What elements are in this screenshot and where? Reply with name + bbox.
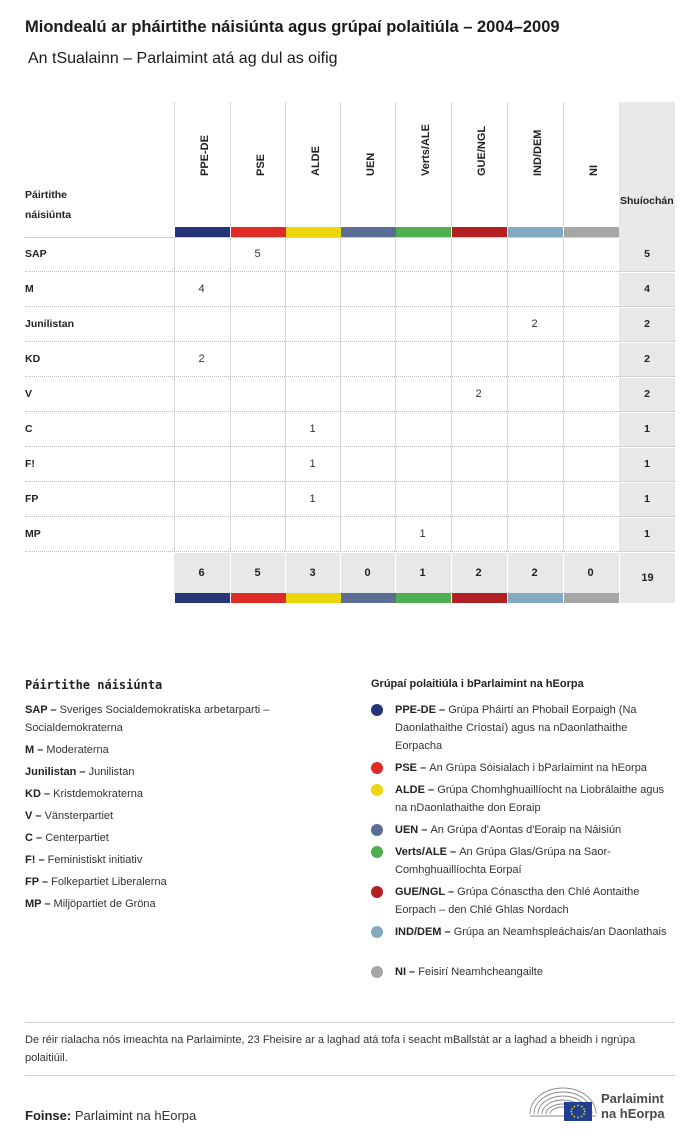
seat-count: 2 xyxy=(475,388,482,400)
seat-count: 4 xyxy=(198,283,205,295)
group-legend-entry xyxy=(371,923,676,941)
seat-count: 5 xyxy=(254,248,261,260)
group-color-dot-icon xyxy=(371,926,383,938)
groups-legend-title: Grúpaí polaitiúla i bParlaimint na hEorpa xyxy=(371,678,584,690)
party-full-name: Miljöpartiet de Gröna xyxy=(53,898,156,910)
group-full-name: Grúpa Chomhghuaillíocht na Liobrálaithe agus na nDaonlathaithe don Eoraip xyxy=(395,784,665,814)
group-color-bar xyxy=(286,593,341,603)
group-color-dot-icon xyxy=(371,704,383,716)
footer-divider xyxy=(285,553,286,593)
group-color-bar xyxy=(508,227,563,237)
divider xyxy=(25,1075,675,1076)
party-name: Junilistan xyxy=(25,318,75,330)
footer-divider xyxy=(451,553,452,593)
table-row xyxy=(25,412,675,447)
group-color-dot-icon xyxy=(371,886,383,898)
group-label: UEN xyxy=(365,152,377,176)
logo-line-1: Parlaimint xyxy=(601,1091,664,1106)
group-color-bar xyxy=(396,593,451,603)
logo-text xyxy=(601,1091,665,1121)
group-color-bar xyxy=(175,593,230,603)
party-name: M xyxy=(25,283,34,295)
footer-divider xyxy=(340,553,341,593)
table-row xyxy=(25,447,675,482)
total-header-label: Shuíochán xyxy=(620,195,674,207)
column-total: 2 xyxy=(475,567,482,579)
group-color-dot-icon xyxy=(371,966,383,978)
group-legend-text xyxy=(395,883,676,919)
row-separator xyxy=(619,412,675,413)
group-abbr: IND/DEM – xyxy=(395,926,454,938)
row-total: 5 xyxy=(644,248,650,260)
group-label: ALDE xyxy=(310,146,322,176)
group-legend-entry xyxy=(371,759,676,777)
source-line xyxy=(25,1108,196,1123)
party-full-name: Moderaterna xyxy=(46,744,109,756)
table-row xyxy=(25,272,675,307)
group-label: PPE-DE xyxy=(199,135,211,176)
group-label: PSE xyxy=(255,153,267,176)
party-name: MP xyxy=(25,528,41,540)
column-header xyxy=(563,102,619,226)
row-total: 2 xyxy=(644,318,650,330)
table-row xyxy=(25,237,675,272)
national-party-entry xyxy=(25,785,335,803)
group-abbr: NI – xyxy=(395,966,419,978)
group-abbr: Verts/ALE – xyxy=(395,846,460,858)
row-total: 4 xyxy=(644,283,650,295)
page-title: Miondealú ar pháirtithe náisiúnta agus grúpaí polaitiúla – 2004–2009 xyxy=(25,18,560,36)
group-abbr: GUE/NGL – xyxy=(395,886,458,898)
group-legend-text xyxy=(395,843,676,879)
group-color-bar xyxy=(564,593,619,603)
party-name: KD xyxy=(25,353,41,365)
row-total: 2 xyxy=(644,388,650,400)
table-row xyxy=(25,482,675,517)
group-legend-entry xyxy=(371,963,676,981)
party-full-name: Junilistan xyxy=(88,766,135,778)
group-color-bar xyxy=(452,227,507,237)
group-color-bar xyxy=(341,593,396,603)
group-label: NI xyxy=(588,165,600,176)
table-row xyxy=(25,342,675,377)
column-header xyxy=(285,102,341,226)
party-full-name: Feministiskt initiativ xyxy=(47,854,143,866)
row-separator xyxy=(619,482,675,483)
group-legend-text xyxy=(395,923,676,941)
group-legend-entry xyxy=(371,883,676,919)
group-full-name: Grúpa Pháirtí an Phobail Eorpaigh (Na Daonlathaithe Críostaí) agus na nDaonlathaithe Eorpacha xyxy=(395,704,637,752)
group-color-bar xyxy=(508,593,563,603)
party-abbr: KD – xyxy=(25,788,54,800)
footer-divider xyxy=(563,553,564,593)
logo-line-2: na hEorpa xyxy=(601,1106,665,1121)
national-party-entry xyxy=(25,895,335,913)
national-party-entry xyxy=(25,763,335,781)
footer-divider xyxy=(230,553,231,593)
group-legend-text xyxy=(395,701,676,755)
group-legend-entry xyxy=(371,781,676,817)
party-name: SAP xyxy=(25,248,47,260)
party-full-name: Kristdemokraterna xyxy=(53,788,143,800)
rules-note: De réir rialacha nós imeachta na Parlaiminte, 23 Fheisire ar a laghad atá tofa i seacht mBallstát ar a laghad a bheidh i ngrúpa polaitiúil. xyxy=(25,1034,636,1064)
column-header xyxy=(395,102,451,226)
party-full-name: Folkepartiet Liberalerna xyxy=(51,876,167,888)
row-total: 1 xyxy=(644,528,650,540)
seat-count: 1 xyxy=(309,493,316,505)
group-label: GUE/NGL xyxy=(476,125,488,176)
group-color-bar xyxy=(341,227,396,237)
group-full-name: Feisirí Neamhcheangailte xyxy=(418,966,543,978)
national-parties-legend-title: Páirtithe náisiúnta xyxy=(25,678,163,692)
column-total: 2 xyxy=(531,567,538,579)
group-color-bar xyxy=(452,593,507,603)
group-legend-text xyxy=(395,781,676,817)
source-value: Parlaimint na hEorpa xyxy=(74,1108,197,1123)
row-separator xyxy=(619,517,675,518)
row-total: 2 xyxy=(644,353,650,365)
column-header xyxy=(340,102,396,226)
party-full-name: Vänsterpartiet xyxy=(44,810,114,822)
row-separator xyxy=(619,447,675,448)
national-party-entry xyxy=(25,807,335,825)
group-legend-text xyxy=(395,759,676,777)
column-header xyxy=(507,102,563,226)
group-color-bar xyxy=(286,227,341,237)
party-abbr: FP – xyxy=(25,876,52,888)
row-separator xyxy=(619,272,675,273)
group-full-name: An Grúpa Glas/Grúpa na Saor-Comhghuaillíochta Eorpaí xyxy=(395,846,611,876)
party-abbr: F! – xyxy=(25,854,48,866)
column-header xyxy=(174,102,230,226)
group-abbr: UEN – xyxy=(395,824,431,836)
party-name: V xyxy=(25,388,33,400)
party-abbr: SAP – xyxy=(25,704,60,716)
row-total: 1 xyxy=(644,423,650,435)
group-abbr: PPE-DE – xyxy=(395,704,449,716)
party-name: FP xyxy=(25,493,39,505)
national-party-entry xyxy=(25,701,335,737)
group-legend-entry xyxy=(371,701,676,755)
party-abbr: V – xyxy=(25,810,45,822)
group-color-dot-icon xyxy=(371,784,383,796)
footer-divider xyxy=(507,553,508,593)
party-abbr: Junilistan – xyxy=(25,766,89,778)
party-abbr: MP – xyxy=(25,898,54,910)
group-color-dot-icon xyxy=(371,824,383,836)
group-full-name: Grúpa an Neamhspleáchais/an Daonlathais xyxy=(453,926,667,938)
row-separator xyxy=(619,377,675,378)
divider xyxy=(25,1022,675,1023)
group-color-bar xyxy=(231,593,286,603)
row-separator xyxy=(619,342,675,343)
table-row xyxy=(25,377,675,412)
group-color-bar xyxy=(564,227,619,237)
source-label: Foinse: xyxy=(25,1108,72,1123)
seat-count: 1 xyxy=(419,528,426,540)
party-name: C xyxy=(25,423,33,435)
seat-count: 1 xyxy=(309,458,316,470)
column-total: 1 xyxy=(419,567,426,579)
column-header xyxy=(451,102,507,226)
party-full-name: Sveriges Socialdemokratiska arbetarparti – Socialdemokraterna xyxy=(25,704,270,734)
group-label: Verts/ALE xyxy=(420,124,432,176)
group-legend-entry xyxy=(371,821,676,839)
party-name: F! xyxy=(25,458,35,470)
group-legend-text xyxy=(395,821,676,839)
group-legend-entry xyxy=(371,843,676,879)
footer-divider xyxy=(395,553,396,593)
group-color-bar xyxy=(175,227,230,237)
column-total: 5 xyxy=(254,567,261,579)
row-total: 1 xyxy=(644,458,650,470)
party-abbr: C – xyxy=(25,832,46,844)
table-row xyxy=(25,517,675,552)
national-party-entry xyxy=(25,829,335,847)
seat-count: 2 xyxy=(531,318,538,330)
group-full-name: An Grúpa Sóisialach i bParlaimint na hEorpa xyxy=(429,762,647,774)
seat-count: 2 xyxy=(198,353,205,365)
group-color-dot-icon xyxy=(371,762,383,774)
page-subtitle: An tSualainn – Parlaimint atá ag dul as oifig xyxy=(28,50,338,67)
column-total: 3 xyxy=(309,567,316,579)
table-row xyxy=(25,307,675,342)
row-header-label: Páirtithe náisiúnta xyxy=(25,189,72,221)
group-color-bar xyxy=(396,227,451,237)
total-header-background xyxy=(619,102,675,237)
grand-total: 19 xyxy=(641,572,654,584)
party-abbr: M – xyxy=(25,744,47,756)
row-separator xyxy=(619,307,675,308)
national-party-entry xyxy=(25,741,335,759)
row-total: 1 xyxy=(644,493,650,505)
group-color-bar xyxy=(231,227,286,237)
column-total: 6 xyxy=(198,567,205,579)
national-party-entry xyxy=(25,873,335,891)
group-legend-text xyxy=(395,963,676,981)
column-total: 0 xyxy=(364,567,371,579)
column-header xyxy=(230,102,286,226)
column-total: 0 xyxy=(587,567,594,579)
party-full-name: Centerpartiet xyxy=(45,832,109,844)
group-full-name: An Grúpa d'Aontas d'Eoraip na Náisiún xyxy=(430,824,622,836)
group-color-dot-icon xyxy=(371,846,383,858)
group-abbr: ALDE – xyxy=(395,784,438,796)
seat-count: 1 xyxy=(309,423,316,435)
group-label: IND/DEM xyxy=(532,129,544,176)
national-party-entry xyxy=(25,851,335,869)
group-abbr: PSE – xyxy=(395,762,430,774)
group-full-name: Grúpa Cónasctha den Chlé Aontaithe Eorpach – den Chlé Ghlas Nordach xyxy=(395,886,640,916)
